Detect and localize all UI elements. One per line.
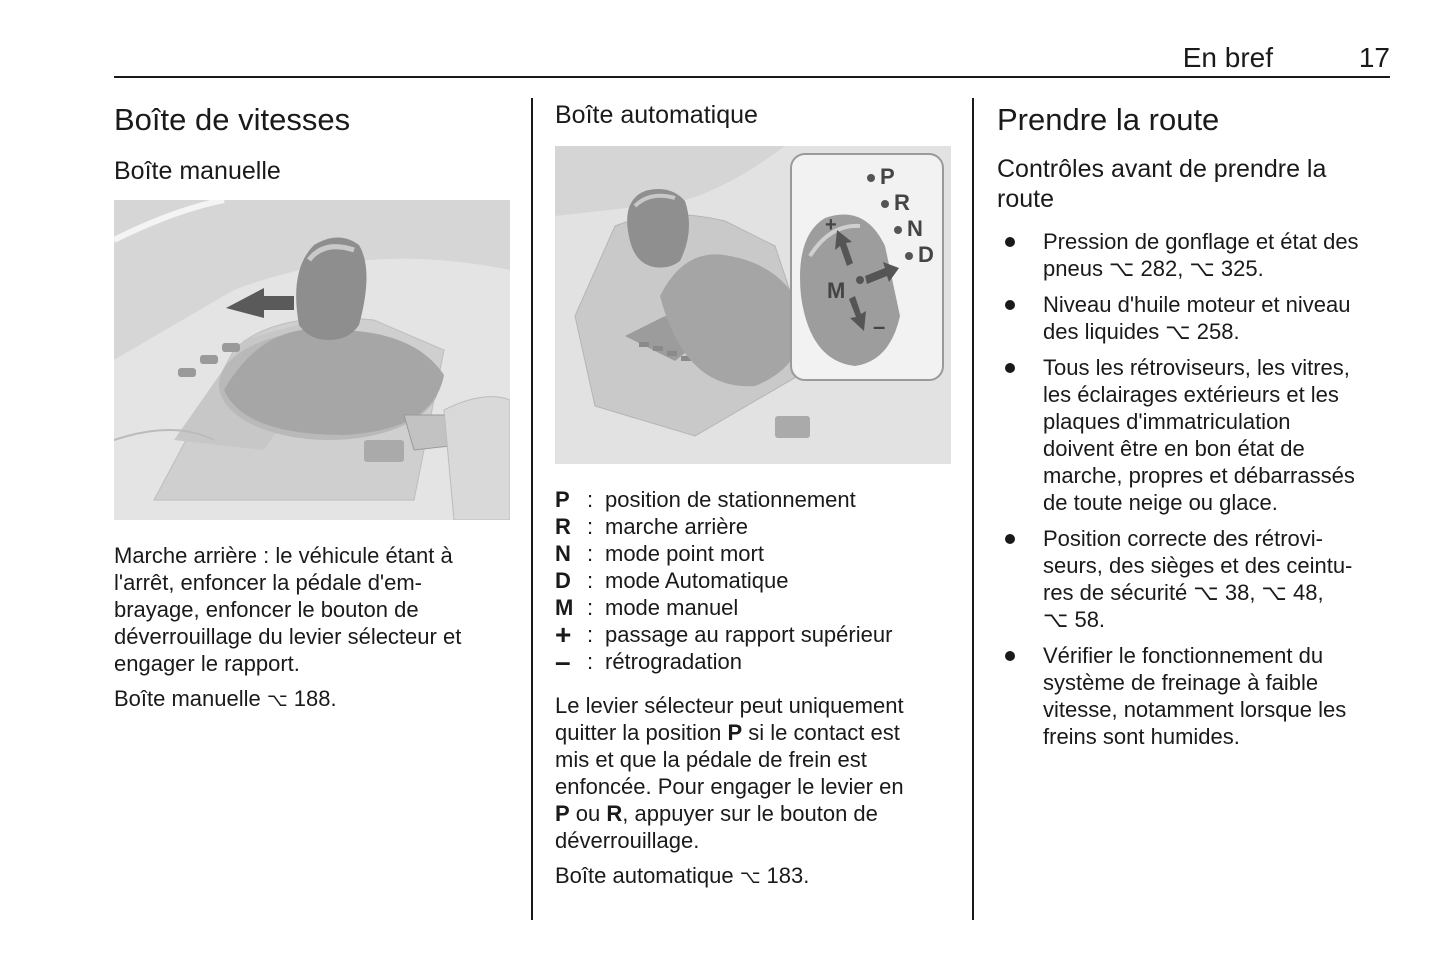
bullet-icon bbox=[1005, 237, 1015, 247]
page-header bbox=[114, 38, 1390, 78]
legend-row-plus: + : passage au rapport supérieur bbox=[555, 619, 893, 650]
manual-gearshift-illustration bbox=[114, 200, 510, 520]
page-ref-icon: ⌥ bbox=[739, 867, 761, 887]
legend-row-minus: – : rétrogradation bbox=[555, 646, 742, 677]
bullet-icon bbox=[1005, 651, 1015, 661]
checks-heading: Contrôles avant de prendre la route bbox=[997, 155, 1327, 213]
driving-heading: Prendre la route bbox=[997, 102, 1220, 137]
bullet-icon bbox=[1005, 363, 1015, 373]
checklist-item: Tous les rétroviseurs, les vitres, les éclairages extérieurs et les plaques d'immatriculation doivent être en bon état de marche, propres et débarrassés de toute neige ou glace. bbox=[997, 354, 1392, 516]
gear-label-r: R bbox=[894, 190, 910, 215]
automatic-gearshift-illustration bbox=[555, 146, 951, 464]
legend-row-r: R : marche arrière bbox=[555, 514, 749, 539]
bullet-icon bbox=[1005, 534, 1015, 544]
manual-gearbox-heading: Boîte manuelle bbox=[114, 157, 281, 185]
gear-label-d: D bbox=[918, 242, 934, 267]
reverse-gear-paragraph: Marche arrière : le véhicule étant à l'arrêt, enfoncer la pédale d'em- brayage, enfoncer le bouton de déverrouillage du levier sélecteur et engager le rapport. bbox=[114, 543, 462, 676]
gear-label-p: P bbox=[880, 164, 895, 189]
page-number: 17 bbox=[1358, 42, 1390, 73]
column-manual-gearbox bbox=[114, 98, 514, 714]
legend-row-d: D : mode Automatique bbox=[555, 568, 789, 593]
legend-row-m: M : mode manuel bbox=[555, 595, 739, 620]
section-title: En bref bbox=[1182, 42, 1273, 73]
column-divider-2 bbox=[972, 98, 974, 920]
legend-row-n: N : mode point mort bbox=[555, 541, 764, 566]
gear-label-minus: – bbox=[873, 314, 886, 339]
legend-row-p: P : position de stationnement bbox=[555, 487, 856, 512]
gear-label-n: N bbox=[907, 216, 923, 241]
section-heading: Boîte de vitesses bbox=[114, 102, 351, 137]
gear-label-plus: + bbox=[825, 214, 837, 236]
column-automatic-gearbox bbox=[555, 98, 955, 891]
manual-gearbox-reference[interactable]: Boîte manuelle ⌥ 188. bbox=[114, 686, 337, 711]
page-ref-icon: ⌥ bbox=[266, 690, 288, 710]
gear-legend bbox=[555, 486, 955, 675]
gear-label-m: M bbox=[827, 278, 846, 303]
automatic-gearbox-heading: Boîte automatique bbox=[555, 101, 758, 129]
column-driving bbox=[997, 98, 1392, 750]
checklist-item: Niveau d'huile moteur et niveau des liquides ⌥ 258. bbox=[997, 291, 1392, 345]
checklist-item: Position correcte des rétrovi- seurs, des sièges et des ceintu- res de sécurité ⌥ 38, ⌥ 48, ⌥ 58. bbox=[997, 525, 1392, 633]
column-divider-1 bbox=[531, 98, 533, 920]
bullet-icon bbox=[1005, 300, 1015, 310]
checklist bbox=[997, 228, 1392, 750]
checklist-item: Vérifier le fonctionnement du système de freinage à faible vitesse, notamment lorsque les freins sont humides. bbox=[997, 642, 1392, 750]
checklist-item: Pression de gonflage et état des pneus ⌥ 282, ⌥ 325. bbox=[997, 228, 1392, 282]
automatic-gearbox-reference[interactable]: Boîte automatique ⌥ 183. bbox=[555, 863, 810, 888]
selector-lever-paragraph: Le levier sélecteur peut uniquement quitter la position P si le contact est mis et que la pédale de frein est enfoncée. Pour engager le levier en P ou R, appuyer sur le bouton de déverrouillage. bbox=[555, 693, 904, 853]
